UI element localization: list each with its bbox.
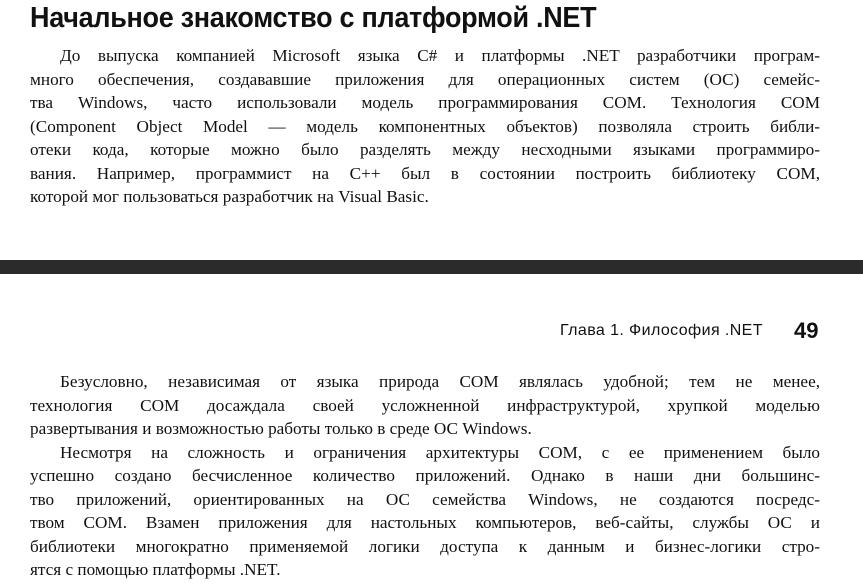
paragraph-line: отеки кода, которые можно было разделять между несходными языками программиро- — [30, 140, 820, 159]
paragraph-line: До выпуска компанией Microsoft языка C# и платформы .NET разработчики програм- — [60, 46, 820, 65]
paragraph-line: вания. Например, программист на C++ был в состоянии построить библиотеку COM, — [30, 163, 820, 183]
com-limitations-paragraph — [30, 441, 820, 582]
paragraph-line: развертывания и возможностью работы только в среде ОС Windows. — [30, 419, 532, 438]
page-number: 49 — [794, 318, 819, 343]
com-benefits-paragraph — [30, 370, 820, 441]
paragraph-line: тво приложений, ориентированных на ОС семейства Windows, не создаются посредс- — [30, 489, 820, 509]
paragraph-line: успешно создано бесчисленное количество приложений. Однако в наши дни большинс- — [30, 466, 820, 485]
paragraph-line: Несмотря на сложность и ограничения архитектуры COM, с ее применением было — [60, 442, 820, 462]
paragraph-line: тва Windows, часто использовали модель программирования COM. Технология COM — [30, 93, 820, 112]
paragraph-line: технология COM досаждала своей усложненной инфраструктурой, хрупкой моделью — [30, 395, 820, 415]
paragraph-line: много обеспечения, создававшие приложения для операционных систем (ОС) семейс- — [30, 69, 820, 89]
paragraph-line: ятся с помощью платформы .NET. — [30, 560, 281, 579]
paragraph-line: твом COM. Взамен приложения для настольных компьютеров, веб-сайты, службы ОС и — [30, 513, 820, 532]
paragraph-line: которой мог пользоваться разработчик на Visual Basic. — [30, 187, 429, 206]
page-separator — [0, 260, 863, 274]
paragraph-line: Безусловно, независимая от языка природа COM являлась удобной; тем не менее, — [60, 372, 820, 391]
paragraph-line: библиотеки многократно применяемой логики доступа к данным и бизнес-логики стро- — [30, 536, 820, 556]
paragraph-line: (Component Object Model — модель компонентных объектов) позволяла строить библи- — [30, 116, 820, 136]
intro-paragraph — [30, 44, 820, 209]
running-head: Глава 1. Философия .NET — [560, 322, 763, 339]
section-heading: Начальное знакомство с платформой .NET — [30, 2, 597, 34]
